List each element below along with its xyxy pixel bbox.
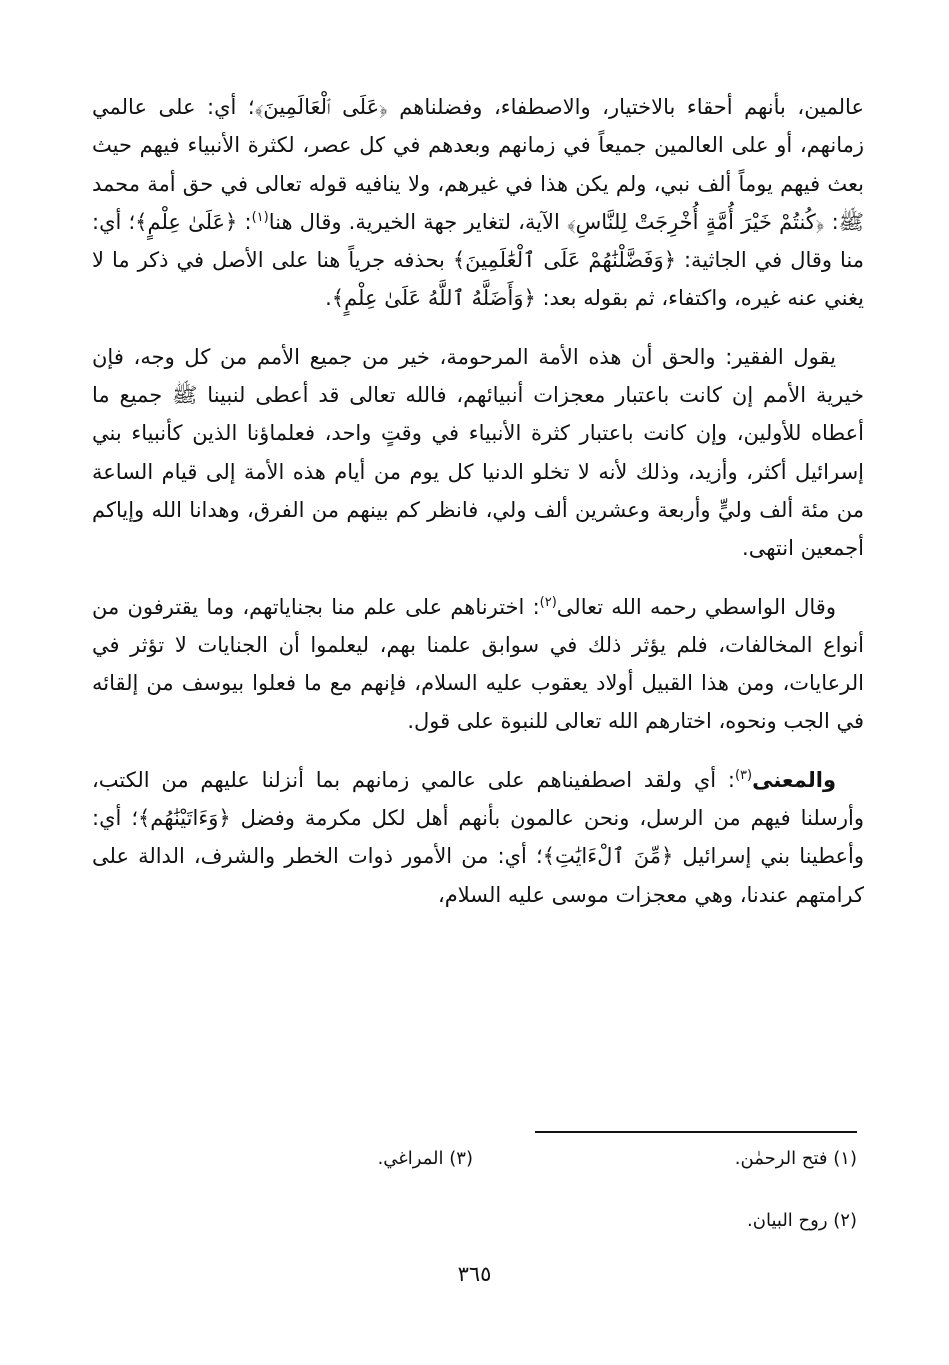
footnote-row	[257, 1208, 857, 1270]
footnote-number: (١)	[833, 1148, 857, 1169]
footnote-number: (٢)	[833, 1210, 857, 1231]
footnote-ref: (١)	[251, 209, 269, 225]
paragraph-1	[92, 88, 864, 318]
footnote-text: فتح الرحمٰن.	[734, 1148, 828, 1169]
footnotes	[257, 1146, 857, 1270]
text-segment: .	[325, 286, 332, 311]
quran-quote: ﴿وَأَضَلَّهُ ٱللَّهُ عَلَىٰ عِلْمٍ﴾	[331, 286, 536, 311]
paragraph-2	[92, 338, 864, 568]
text-segment: عالمين، بأنهم أحقاء بالاختيار، والاصطفاء، وفضلناهم	[387, 95, 864, 119]
text-segment: ؛ أي: وأعطينا بني إسرائيل	[92, 806, 865, 869]
text-segment: :	[237, 209, 252, 234]
paragraph-4	[92, 761, 864, 914]
footnote-text: المراغي.	[377, 1148, 444, 1169]
footnote-number: (٣)	[449, 1148, 473, 1169]
text-segment: ؛ أي: على عالمي زمانهم، أو على العالمين جميعاً في زمانهم وبعدهم في كل عصر، لكثرة الأنبياء فيهم حيث بعث فيهم يوماً ألف نبي، ولم يكن هذا في غيرهم، ولا ينافيه قوله تعالى في حق أمة محمد ﷺ:	[92, 95, 865, 234]
text-segment: يقول الفقير: والحق أن هذه الأمة المرحومة، خير من جميع الأمم من كل وجه، فإن خيرية الأمم إن كانت باعتبار معجزات أنبيائهم، فالله تعالى قد أعطى لنبينا ﷺ جميع ما أعطاه للأولين، وإن كانت باعتبار كثرة الأنبياء في وقتٍ واحد، فعلماؤنا الذين كأنبياء بني إسرائيل أكثر، وأزيد، وذلك لأنه لا تخلو الدنيا كل يوم من أيام هذه الأمة إلى قيام الساعة من مئة ألف وليٍّ وأربعة وعشرين ألف ولي، فانظر كم بينهم من الفرق، وهدانا الله وإياكم أجمعين انتهى.	[92, 344, 864, 561]
quran-quote: ﴿مِّنَ ٱلْءَايَٰتِ﴾	[542, 844, 674, 869]
main-text	[92, 88, 864, 934]
text-segment: وقال الواسطي رحمه الله تعالى	[556, 594, 836, 619]
text-segment: الآية، لتغاير جهة الخيرية. وقال هنا	[268, 209, 567, 234]
text-segment: ؛ أي: من الأمور ذوات الخطر والشرف، الدالة على كرامتهم عندنا، وهي معجزات موسى عليه السلام،	[92, 844, 864, 907]
text-segment: : اخترناهم على علم منا بجناياتهم، وما يقترفون من أنواع المخالفات، فلم يؤثر ذلك في سوابق علمنا بهم، ليعلموا أن الجنايات لا تؤثر في الرعايات، ومن هذا القبيل أولاد يعقوب عليه السلام، فإنهم مع ما فعلوا بيوسف من إلقائه في الجب ونحوه، اختارهم الله تعالى للنبوة على قول.	[92, 594, 864, 734]
footnote-divider	[535, 1131, 857, 1133]
text-segment: ؛ أي: منا وقال في الجاثية:	[92, 209, 865, 273]
text-segment: بحذفه جرياً هنا على الأصل في ذكر ما لا يغني عنه غيره، واكتفاء، ثم بقوله بعد:	[92, 248, 864, 311]
footnote-ref: (٢)	[539, 594, 557, 610]
paragraph-3	[92, 588, 864, 741]
quran-quote: ﴿وَفَضَّلْنَٰهُمْ عَلَى ٱلْعَٰلَمِينَ﴾	[452, 248, 676, 273]
page-number: ٣٦٥	[457, 1262, 492, 1286]
quran-quote: ﴿عَلَىٰ عِلْمٍ﴾	[135, 209, 238, 234]
footnote-2	[747, 1208, 857, 1234]
footnote-1	[735, 1146, 857, 1172]
bold-term: والمعنى	[752, 767, 836, 792]
footnote-3	[378, 1146, 473, 1172]
quran-quote: ﴿وَءَاتَيْنَٰهُم﴾	[138, 806, 231, 831]
quran-quote: ﴿كُنتُمْ خَيْرَ أُمَّةٍ أُخْرِجَتْ لِلنَّاسِ﴾	[567, 209, 825, 234]
footnote-ref: (٣)	[734, 767, 753, 783]
footnote-text: روح البيان.	[747, 1210, 828, 1231]
quran-quote: ﴿عَلَى ٱلْعَالَمِينَ﴾	[254, 95, 388, 119]
text-segment: : أي ولقد اصطفيناهم على عالمي زمانهم بما أنزلنا عليهم من الكتب، وأرسلنا فيهم من الرسل، ونحن عالمون بأنهم أهل لكل مكرمة وفضل	[92, 767, 864, 831]
footnote-row	[257, 1146, 857, 1208]
